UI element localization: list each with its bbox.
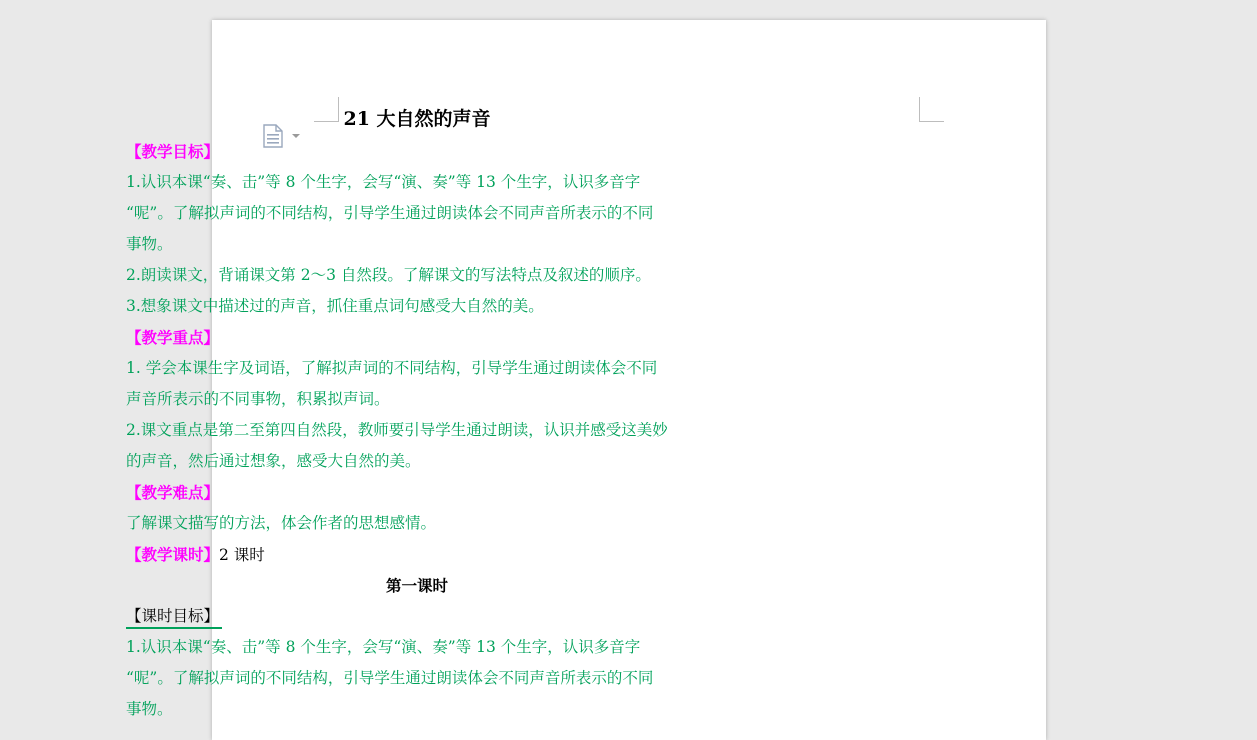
- paragraph-line: “呢”。了解拟声词的不同结构，引导学生通过朗读体会不同声音所表示的不同: [126, 669, 654, 687]
- teaching-hours-line: [126, 539, 708, 570]
- paragraph-line: 了解课文描写的方法，体会作者的思想感情。: [126, 514, 437, 532]
- paragraph-line: 事物。: [126, 235, 173, 253]
- paragraph-line: 事物。: [126, 700, 173, 718]
- teaching-hours-value: 2 课时: [219, 546, 265, 564]
- heading-teaching-key-points: 【教学重点】: [126, 328, 220, 347]
- paragraph-line: “呢”。了解拟声词的不同结构，引导学生通过朗读体会不同声音所表示的不同: [126, 204, 654, 222]
- paragraph-line: 的声音，然后通过想象，感受大自然的美。: [126, 452, 421, 470]
- paragraph-line: 1.认识本课“奏、击”等 8 个生字，会写“演、奏”等 13 个生字，认识多音字: [126, 173, 641, 191]
- paragraph-line: 2.课文重点是第二至第四自然段，教师要引导学生通过朗读，认识并感受这美妙: [126, 421, 668, 439]
- lesson-objective-heading-line: [126, 601, 708, 632]
- paragraph-line: 1.认识本课“奏、击”等 8 个生字，会写“演、奏”等 13 个生字，认识多音字: [126, 638, 641, 656]
- paragraph-line: 3.想象课文中描述过的声音，抓住重点词句感受大自然的美。: [126, 297, 544, 315]
- heading-teaching-goals: 【教学目标】: [126, 142, 220, 161]
- heading-lesson-objectives: 【课时目标】: [126, 605, 222, 629]
- document-title: 21 大自然的声音: [343, 108, 491, 130]
- document-content: [126, 104, 708, 725]
- heading-teaching-difficulties: 【教学难点】: [126, 483, 220, 502]
- margin-corner-top-right: [919, 97, 944, 122]
- heading-teaching-hours: 【教学课时】: [126, 545, 220, 564]
- paragraph-line: 声音所表示的不同事物，积累拟声词。: [126, 390, 390, 408]
- lesson-title: 第一课时: [385, 576, 448, 595]
- paragraph-line: 2.朗读课文，背诵课文第 2～3 自然段。了解课文的写法特点及叙述的顺序。: [126, 266, 651, 284]
- paragraph-line: 1. 学会本课生字及词语，了解拟声词的不同结构，引导学生通过朗读体会不同: [126, 359, 658, 377]
